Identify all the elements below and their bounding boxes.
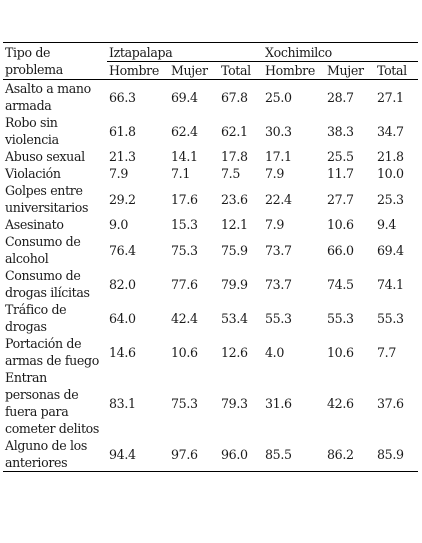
table-cell: 28.7 xyxy=(327,89,354,105)
table-row xyxy=(3,80,418,115)
table-cell: 62.1 xyxy=(221,123,248,139)
table-body xyxy=(3,80,418,472)
row-label: Asesinato xyxy=(5,217,64,232)
header-row-groups xyxy=(3,43,418,62)
table-cell: 7.9 xyxy=(265,217,284,232)
table-cell: 4.0 xyxy=(265,344,284,360)
table-cell: 86.2 xyxy=(325,437,375,472)
header-group-iztapalapa: Iztapalapa xyxy=(107,43,263,62)
table-cell: 66.0 xyxy=(327,242,354,258)
row-label: Consumo de alcohol xyxy=(5,234,81,266)
table-cell: 75.3 xyxy=(171,395,198,411)
header-tipo-de-problema: Tipo de problema xyxy=(3,43,107,80)
table-row xyxy=(3,165,418,182)
table-cell: 42.6 xyxy=(327,395,354,411)
table-row xyxy=(3,148,418,165)
table-cell: 37.6 xyxy=(377,395,404,411)
table-cell: 79.3 xyxy=(221,395,248,411)
table-cell: 12.6 xyxy=(221,344,248,360)
table-cell: 61.8 xyxy=(109,123,136,139)
table-cell: 25.5 xyxy=(327,149,354,164)
table-cell: 11.7 xyxy=(327,166,354,181)
table-cell: 9.0 xyxy=(109,217,128,232)
row-label: Portación de armas de fuego xyxy=(5,336,99,368)
data-table xyxy=(3,42,418,472)
table-cell: 74.1 xyxy=(377,276,404,292)
row-label: Alguno de los anteriores xyxy=(3,437,107,472)
header-group-xochimilco: Xochimilco xyxy=(263,43,418,62)
table-cell: 30.3 xyxy=(265,123,292,139)
row-label: Abuso sexual xyxy=(5,149,85,164)
table-cell: 38.3 xyxy=(327,123,354,139)
table-cell: 69.4 xyxy=(171,89,198,105)
table-cell: 66.3 xyxy=(109,89,136,105)
table-cell: 76.4 xyxy=(109,242,136,258)
table-cell: 73.7 xyxy=(265,242,292,258)
table-cell: 94.4 xyxy=(107,437,169,472)
row-label: Golpes entre universitarios xyxy=(5,183,89,215)
row-label: Consumo de drogas ilícitas xyxy=(5,268,90,300)
table-cell: 79.9 xyxy=(221,276,248,292)
table-cell: 17.1 xyxy=(265,149,292,164)
table-row xyxy=(3,369,418,437)
table-cell: 64.0 xyxy=(109,310,136,326)
table-cell: 55.3 xyxy=(327,310,354,326)
table-cell: 83.1 xyxy=(109,395,136,411)
table-cell: 25.0 xyxy=(265,89,292,105)
table-cell: 97.6 xyxy=(169,437,219,472)
table-cell: 10.6 xyxy=(327,344,354,360)
table-row xyxy=(3,233,418,267)
table-cell: 31.6 xyxy=(265,395,292,411)
table-cell: 75.3 xyxy=(171,242,198,258)
table-cell: 27.1 xyxy=(377,89,404,105)
table-row xyxy=(3,437,418,472)
header-total: Total xyxy=(219,62,263,80)
table-cell: 17.8 xyxy=(221,149,248,164)
table-cell: 34.7 xyxy=(377,123,404,139)
table-cell: 7.1 xyxy=(171,166,190,181)
table-cell: 73.7 xyxy=(265,276,292,292)
table-cell: 55.3 xyxy=(265,310,292,326)
table-cell: 27.7 xyxy=(327,191,354,207)
table-cell: 15.3 xyxy=(171,217,198,232)
header-mujer: Mujer xyxy=(169,62,219,80)
header-hombre: Hombre xyxy=(263,62,325,80)
table-cell: 7.9 xyxy=(109,166,128,181)
row-label: Tráfico de drogas xyxy=(5,302,67,334)
table-cell: 21.8 xyxy=(377,149,404,164)
table-cell: 85.9 xyxy=(375,437,418,472)
table-cell: 21.3 xyxy=(109,149,136,164)
table-cell: 77.6 xyxy=(171,276,198,292)
table-header xyxy=(3,43,418,80)
table-cell: 17.6 xyxy=(171,191,198,207)
table-cell: 10.6 xyxy=(327,217,354,232)
table-cell: 14.6 xyxy=(109,344,136,360)
table-cell: 42.4 xyxy=(171,310,198,326)
table-cell: 7.9 xyxy=(265,166,284,181)
table-cell: 22.4 xyxy=(265,191,292,207)
table-cell: 7.7 xyxy=(377,344,396,360)
table-cell: 10.6 xyxy=(171,344,198,360)
table-cell: 29.2 xyxy=(109,191,136,207)
table-cell: 10.0 xyxy=(377,166,404,181)
header-hombre: Hombre xyxy=(107,62,169,80)
table-row xyxy=(3,301,418,335)
table-cell: 85.5 xyxy=(263,437,325,472)
table-cell: 7.5 xyxy=(221,166,240,181)
table-cell: 62.4 xyxy=(171,123,198,139)
table-cell: 53.4 xyxy=(221,310,248,326)
row-label: Violación xyxy=(5,166,61,181)
table-row xyxy=(3,216,418,233)
table-row xyxy=(3,267,418,301)
header-mujer: Mujer xyxy=(325,62,375,80)
row-label: Robo sin violencia xyxy=(5,115,59,147)
table-cell: 25.3 xyxy=(377,191,404,207)
table-cell: 12.1 xyxy=(221,217,248,232)
table-row xyxy=(3,114,418,148)
table-cell: 55.3 xyxy=(377,310,404,326)
table-row xyxy=(3,335,418,369)
table-cell: 96.0 xyxy=(219,437,263,472)
table-cell: 14.1 xyxy=(171,149,198,164)
table-cell: 23.6 xyxy=(221,191,248,207)
table-cell: 82.0 xyxy=(109,276,136,292)
row-label: Asalto a mano armada xyxy=(5,81,91,113)
table-cell: 75.9 xyxy=(221,242,248,258)
table-cell: 69.4 xyxy=(377,242,404,258)
header-total: Total xyxy=(375,62,418,80)
table-cell: 67.8 xyxy=(221,89,248,105)
table-cell: 9.4 xyxy=(377,217,396,232)
table-row xyxy=(3,182,418,216)
table-cell: 74.5 xyxy=(327,276,354,292)
row-label: Entran personas de fuera para cometer delitos xyxy=(5,370,99,436)
